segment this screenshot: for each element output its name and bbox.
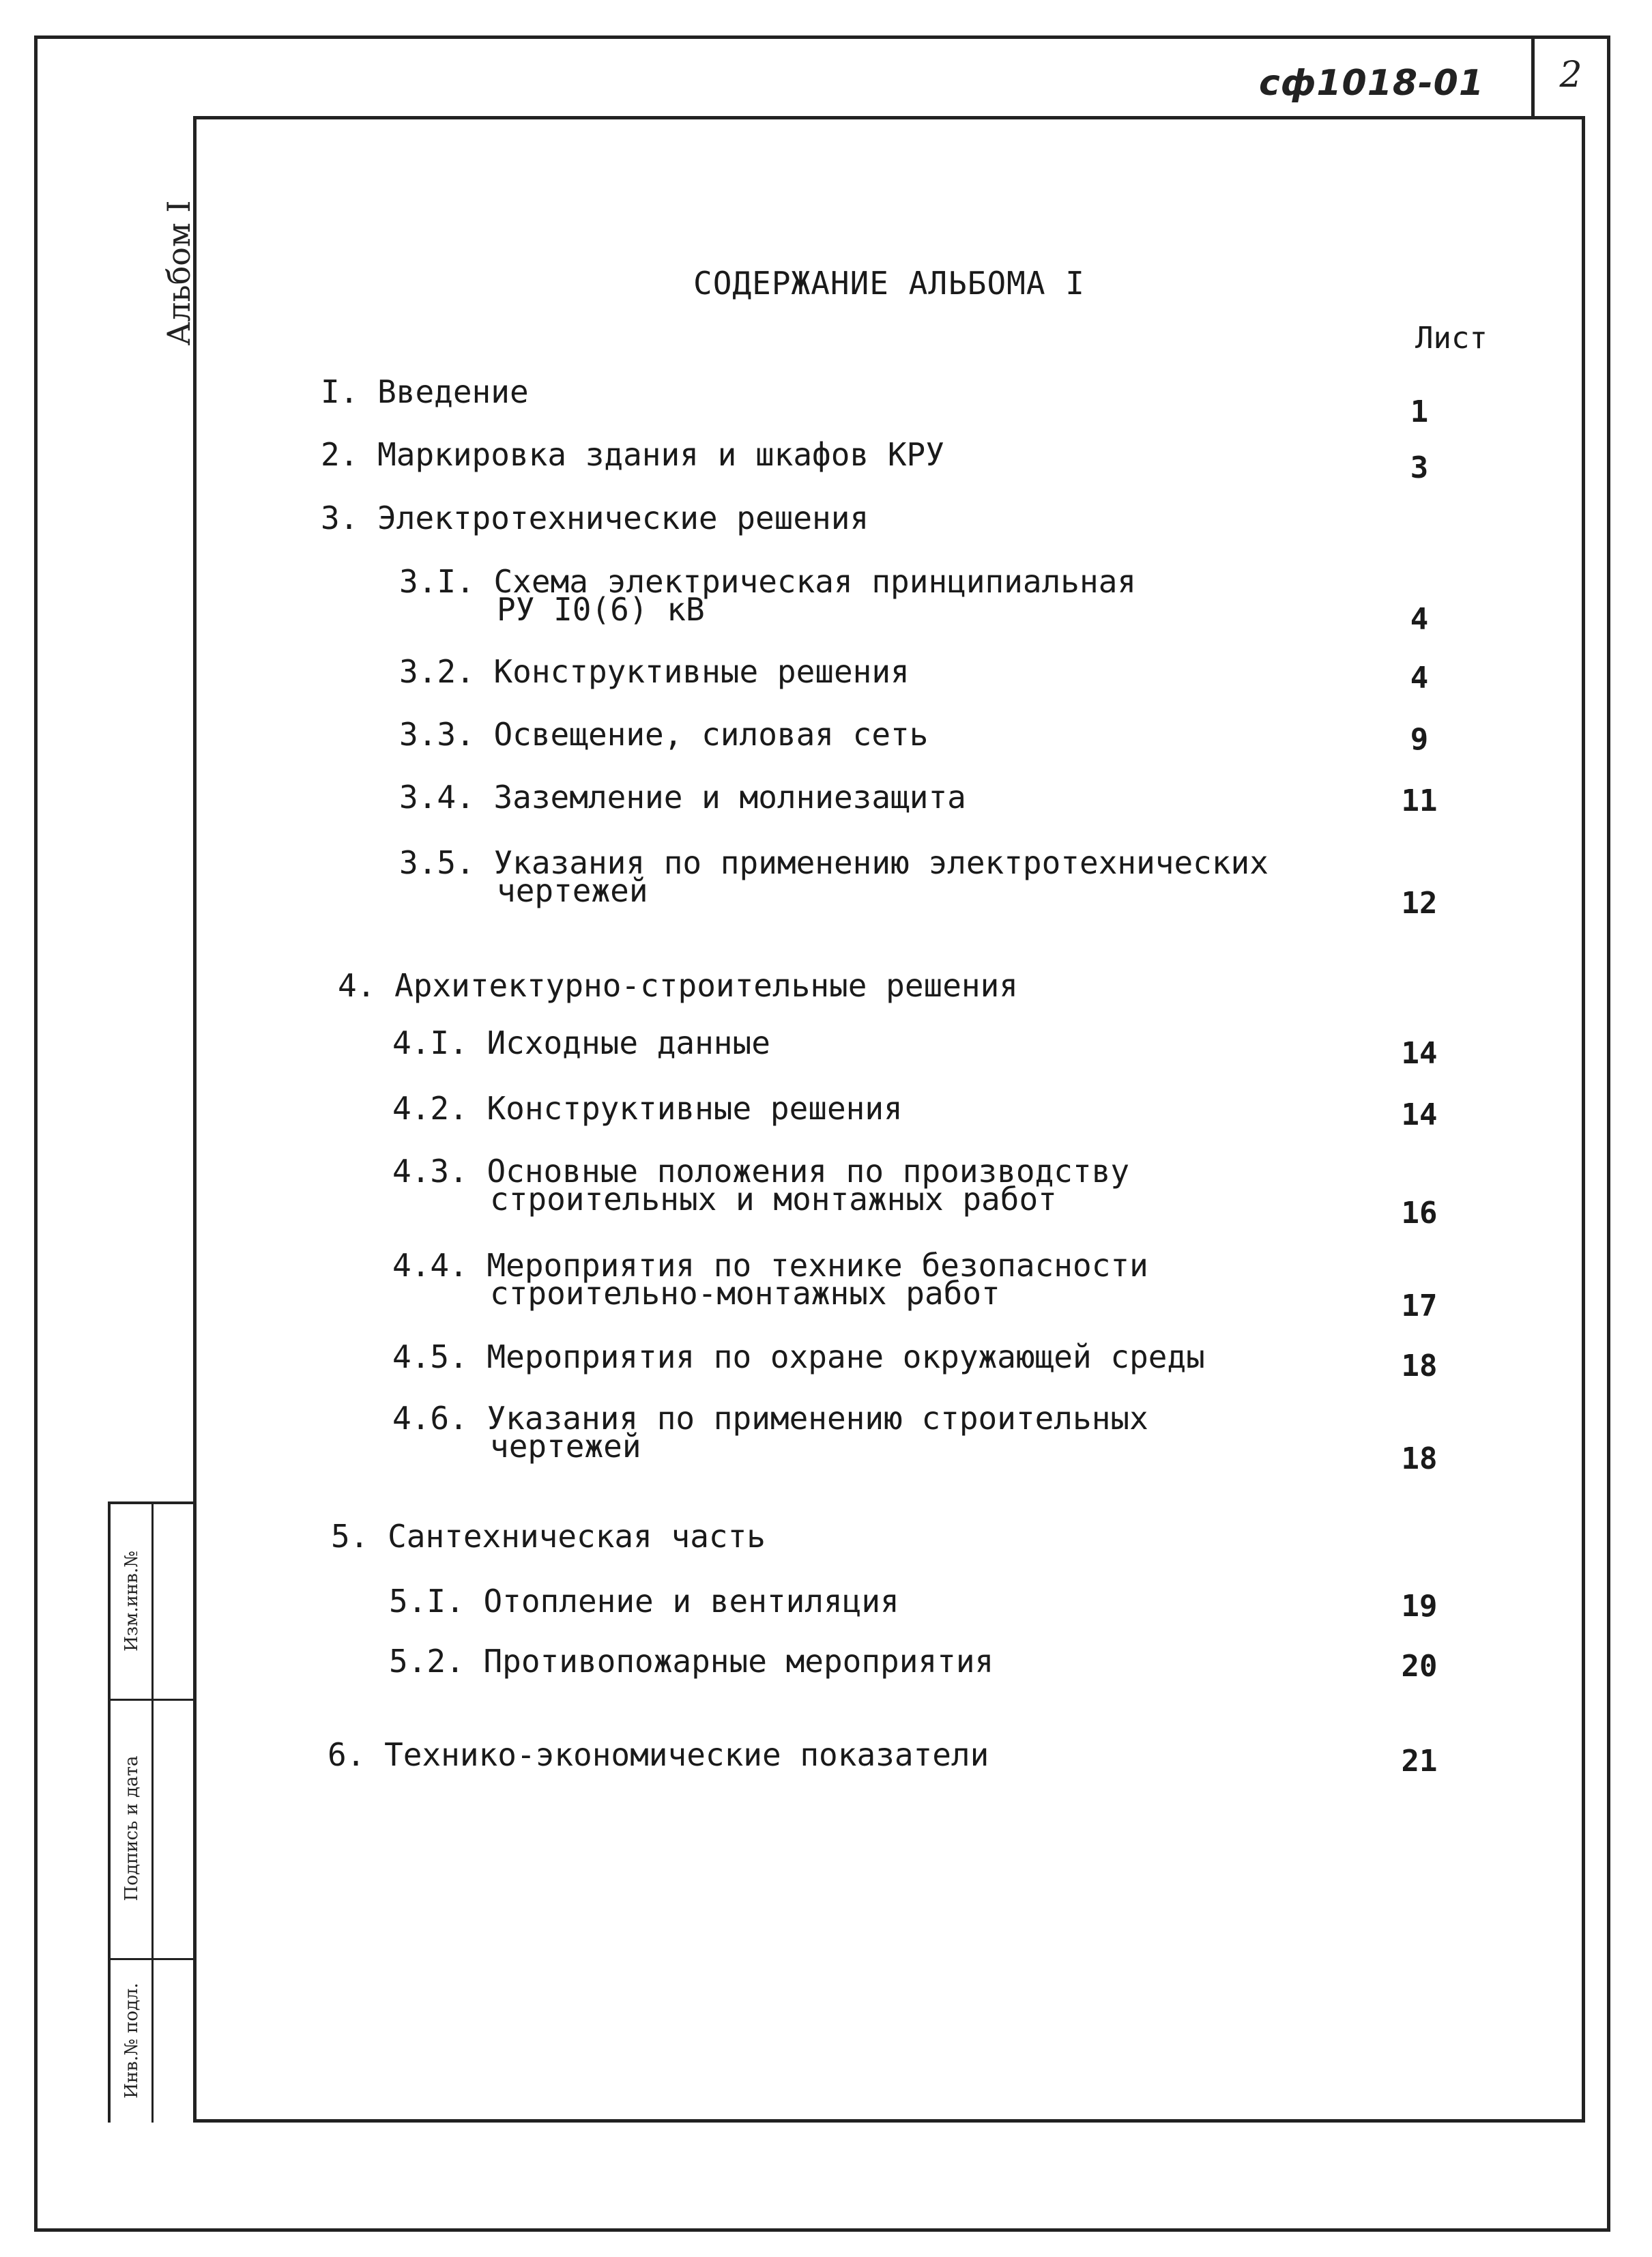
toc-page: 4	[1410, 661, 1429, 695]
toc-item-continuation: чертежей	[497, 872, 648, 909]
toc-item: 5.2. Противопожарные мероприятия	[389, 1643, 994, 1680]
toc-page: 19	[1401, 1589, 1438, 1624]
toc-item-continuation: строительно-монтажных работ	[490, 1275, 1000, 1312]
toc-page: 12	[1401, 886, 1438, 921]
toc-item: 3.3. Освещение, силовая сеть	[399, 716, 929, 753]
toc-item: I. Введение	[321, 373, 529, 410]
album-label-text: Альбом I	[160, 200, 197, 346]
page-number: 2	[1559, 55, 1582, 96]
toc-item: 4.3. Основные положения по производству	[392, 1153, 1130, 1190]
toc-item-continuation: чертежей	[490, 1428, 641, 1465]
toc-item: 3.5. Указания по применению электротехнических	[399, 844, 1269, 881]
toc-item-continuation: РУ I0(6) кВ	[497, 591, 705, 628]
toc-item-continuation: строительных и монтажных работ	[490, 1181, 1057, 1218]
toc-item: 6. Технико-экономические показатели	[328, 1736, 989, 1773]
toc-item: 5. Сантехническая часть	[331, 1518, 766, 1555]
toc-item: 4.4. Мероприятия по технике безопасности	[392, 1247, 1148, 1284]
toc-page: 21	[1401, 1744, 1438, 1779]
toc-page: 20	[1401, 1649, 1438, 1684]
toc-item: 3.2. Конструктивные решения	[399, 653, 910, 690]
toc-item: 4.5. Мероприятия по охране окружающей среды	[392, 1338, 1205, 1375]
toc-item: 3.I. Схема электрическая принципиальная	[399, 563, 1137, 600]
toc-item: 3.4. Заземление и молниезащита	[399, 779, 966, 816]
side-stamp: Изм.инв.№ Подпись и дата Инв.№ подл.	[108, 1501, 197, 2123]
toc-page: 3	[1410, 450, 1429, 485]
toc-page: 17	[1401, 1289, 1438, 1323]
document-code: сф1018-01	[1258, 63, 1485, 104]
toc-page: 14	[1401, 1036, 1438, 1071]
toc-page: 16	[1401, 1196, 1438, 1231]
toc-page: 1	[1410, 394, 1429, 429]
toc-item: 4. Архитектурно-строительные решения	[338, 967, 1018, 1004]
toc-item: 5.I. Отопление и вентиляция	[389, 1583, 899, 1620]
toc-item: 4.I. Исходные данные	[392, 1024, 770, 1061]
page-title: СОДЕРЖАНИЕ АЛЬБОМА I	[693, 265, 1085, 302]
toc-page: 18	[1401, 1349, 1438, 1383]
sheet-column-header: Лист	[1415, 321, 1488, 356]
toc-page: 14	[1401, 1097, 1438, 1132]
toc-page: 9	[1410, 722, 1429, 757]
toc-item: 2. Маркировка здания и шкафов КРУ	[321, 436, 944, 473]
toc-page: 11	[1401, 784, 1438, 818]
toc-item: 4.6. Указания по применению строительных	[392, 1400, 1148, 1437]
toc-page: 18	[1401, 1441, 1438, 1476]
toc-item: 3. Электротехнические решения	[321, 500, 869, 536]
toc-item: 4.2. Конструктивные решения	[392, 1090, 903, 1127]
toc-page: 4	[1410, 602, 1429, 637]
